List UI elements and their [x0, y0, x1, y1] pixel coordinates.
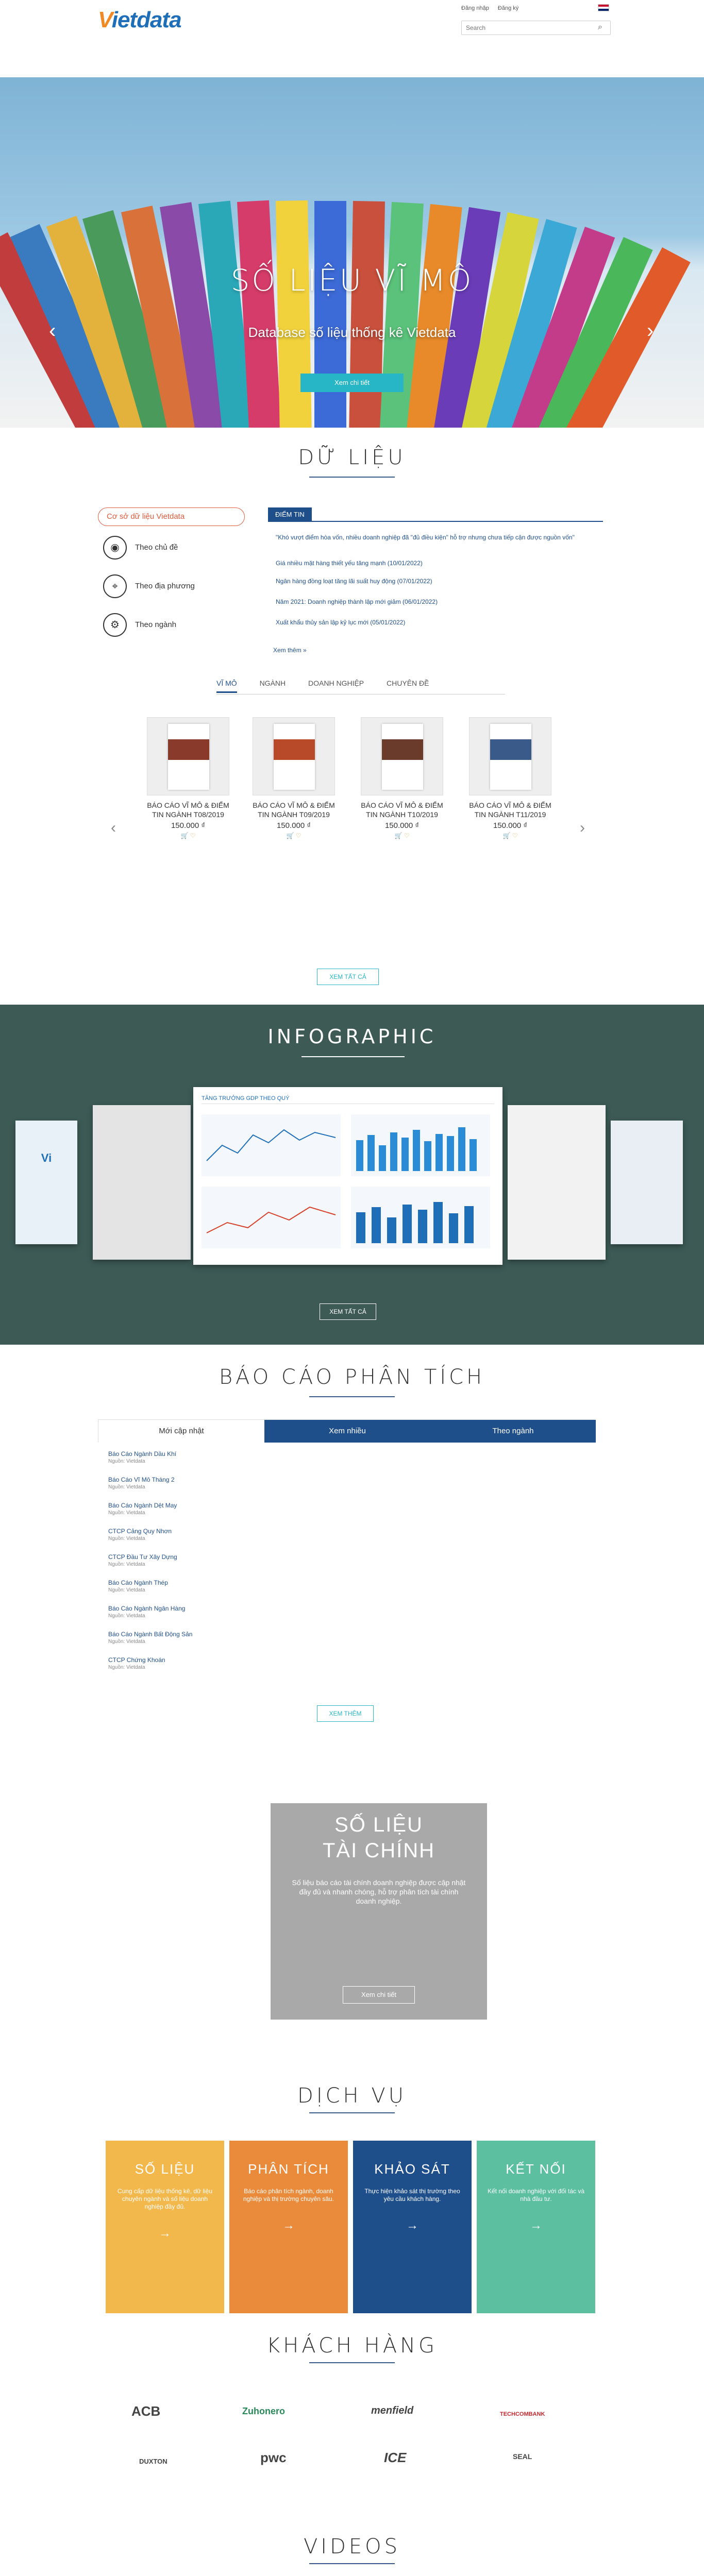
news-item[interactable]: Giá nhiều mặt hàng thiết yếu tăng mạnh (10/01/2022)	[276, 560, 423, 567]
login-link[interactable]: Đăng nhập	[461, 5, 489, 11]
arrow-right-icon: →	[406, 2218, 418, 2232]
tab-nganh[interactable]: NGÀNH	[259, 679, 286, 687]
financial-title-1: SỐ LIỆU	[334, 1814, 423, 1836]
section-title-khach-hang: KHÁCH HÀNG	[266, 2334, 438, 2358]
report-card[interactable]: BÁO CÁO VĨ MÔ & ĐIỂM TIN NGÀNH T09/2019 150.000 ₫ 🛒 ♡	[253, 717, 335, 839]
infographic-thumb[interactable]	[611, 1121, 683, 1244]
logo[interactable]: Vietdata	[98, 7, 181, 32]
section-title-bao-cao: BÁO CÁO PHÂN TÍCH	[219, 1365, 485, 1389]
news-item[interactable]: Xuất khẩu thủy sản lập kỷ lục mới (05/01/2022)	[276, 619, 406, 626]
client-logo-duxton: DUXTON	[139, 2458, 167, 2465]
infographic-thumb[interactable]	[508, 1105, 606, 1260]
carousel-next-icon[interactable]: ›	[580, 819, 585, 836]
location-pin-icon: ⌖	[103, 574, 127, 598]
tab-chuyen-de[interactable]: CHUYÊN ĐỀ	[387, 679, 429, 687]
hero-slider	[0, 77, 704, 428]
hero-detail-button[interactable]: Xem chi tiết	[300, 374, 404, 392]
section-title-videos: VIDEOS	[303, 2535, 401, 2558]
hero-prev-arrow-icon[interactable]: ‹	[49, 319, 56, 342]
carousel-prev-icon[interactable]: ‹	[111, 819, 116, 836]
language-flag-icon[interactable]	[598, 4, 609, 11]
infographic-charts	[202, 1104, 494, 1259]
news-item[interactable]: "Khó vượt điểm hòa vốn, nhiều doanh nghiệp đã "đủ điều kiện" hỗ trợ nhưng chưa tiếp cận được nguồn vốn"	[276, 534, 575, 541]
section-title-dich-vu: DỊCH VỤ	[297, 2084, 407, 2108]
client-logo-menfield: menfield	[371, 2405, 414, 2416]
hero-subtitle: Database số liệu thống kê Vietdata	[248, 325, 456, 340]
report-list-item[interactable]: Báo Cáo Ngành Dệt May Nguồn: Vietdata	[108, 1502, 177, 1516]
financial-desc: Số liệu báo cáo tài chính doanh nghiệp được cập nhật đầy đủ và nhanh chóng, hỗ trợ phân tích tài chính doanh nghiệp.	[292, 1878, 466, 1905]
database-tab[interactable]: Cơ sở dữ liệu Vietdata	[98, 507, 245, 526]
report-tabs	[98, 1419, 595, 1442]
client-logo-techcombank: TECHCOMBANK	[500, 2411, 545, 2417]
arrow-right-icon: →	[282, 2218, 295, 2232]
report-list-item[interactable]: Báo Cáo Ngành Thép Nguồn: Vietdata	[108, 1579, 168, 1593]
news-header: ĐIỂM TIN	[268, 507, 603, 522]
cart-icon[interactable]: 🛒 ♡	[180, 832, 196, 839]
report-card[interactable]: BÁO CÁO VĨ MÔ & ĐIỂM TIN NGÀNH T11/2019 150.000 ₫ 🛒 ♡	[469, 717, 551, 839]
tab-theo-nganh[interactable]: Theo ngành	[430, 1420, 596, 1443]
arrow-right-icon: →	[530, 2218, 542, 2232]
tab-moi-cap-nhat[interactable]: Mới cập nhật	[98, 1420, 264, 1443]
infographic-main-card[interactable]: TĂNG TRƯỞNG GDP THEO QUÝ	[193, 1087, 502, 1265]
report-list-item[interactable]: CTCP Cảng Quy Nhơn Nguồn: Vietdata	[108, 1528, 172, 1541]
report-cover	[469, 717, 551, 795]
report-cover	[253, 717, 335, 795]
divider	[309, 2563, 395, 2564]
divider	[309, 1396, 395, 1397]
infographic-thumb[interactable]	[93, 1105, 191, 1260]
infographic-view-all-button[interactable]: XEM TẤT CẢ	[320, 1303, 376, 1320]
service-card-phan-tich[interactable]: PHÂN TÍCH Báo cáo phân tích ngành, doanh nghiệp và thị trường chuyên sâu. →	[229, 2141, 348, 2313]
client-logo-zuhonero: Zuhonero	[242, 2406, 285, 2416]
financial-data-box	[271, 1803, 487, 2020]
service-card-khao-sat[interactable]: KHẢO SÁT Thực hiện khảo sát thị trường theo yêu cầu khách hàng. →	[353, 2141, 472, 2313]
report-card[interactable]: BÁO CÁO VĨ MÔ & ĐIỂM TIN NGÀNH T08/2019 150.000 ₫ 🛒 ♡	[147, 717, 229, 839]
report-cover	[147, 717, 229, 795]
hero-next-arrow-icon[interactable]: ›	[647, 319, 654, 342]
divider	[309, 2362, 395, 2363]
divider	[309, 2112, 395, 2113]
industry-icon: ⚙	[103, 613, 127, 637]
report-list-item[interactable]: Báo Cáo Ngành Dầu Khí Nguồn: Vietdata	[108, 1450, 177, 1464]
section-title-du-lieu: DỮ LIỆU	[298, 446, 406, 469]
hero-title: SỐ LIỆU VĨ MÔ	[230, 263, 474, 298]
cart-icon[interactable]: 🛒 ♡	[286, 832, 301, 839]
data-tabs	[216, 679, 505, 694]
view-all-button[interactable]: XEM TẤT CẢ	[317, 969, 379, 985]
topic-icon: ◉	[103, 536, 127, 560]
top-links	[461, 5, 526, 11]
client-logo-acb: ACB	[131, 2403, 161, 2419]
report-list-item[interactable]: CTCP Đầu Tư Xây Dựng Nguồn: Vietdata	[108, 1553, 177, 1567]
category-by-topic[interactable]: ◉ Theo chủ đề	[103, 536, 178, 560]
news-more-link[interactable]: Xem thêm »	[273, 647, 307, 654]
client-logo-seal: SEAL	[513, 2452, 532, 2461]
divider	[301, 1056, 405, 1057]
infographic-thumb[interactable]: Vi	[15, 1121, 77, 1244]
financial-title-2: TÀI CHÍNH	[323, 1839, 435, 1862]
report-list-item[interactable]: Báo Cáo Vĩ Mô Tháng 2 Nguồn: Vietdata	[108, 1476, 175, 1490]
report-list-item[interactable]: Báo Cáo Ngành Bất Động Sản Nguồn: Vietdata	[108, 1631, 193, 1645]
section-title-infographic: INFOGRAPHIC	[267, 1025, 437, 1048]
tab-xem-nhieu[interactable]: Xem nhiều	[264, 1420, 430, 1443]
financial-detail-button[interactable]: Xem chi tiết	[343, 1986, 415, 2004]
service-card-so-lieu[interactable]: SỐ LIỆU Cung cấp dữ liệu thống kê, dữ liệu chuyên ngành và số liệu doanh nghiệp đầy đủ. →	[106, 2141, 224, 2313]
header	[0, 0, 704, 77]
arrow-right-icon: →	[159, 2226, 171, 2240]
tab-vi-mo[interactable]: VĨ MÔ	[216, 679, 237, 693]
report-card[interactable]: BÁO CÁO VĨ MÔ & ĐIỂM TIN NGÀNH T10/2019 150.000 ₫ 🛒 ♡	[361, 717, 443, 839]
register-link[interactable]: Đăng ký	[497, 5, 519, 11]
search-input[interactable]	[461, 21, 611, 35]
report-more-button[interactable]: XEM THÊM	[317, 1705, 374, 1722]
report-list-item[interactable]: Báo Cáo Ngành Ngân Hàng Nguồn: Vietdata	[108, 1605, 186, 1619]
news-item[interactable]: Năm 2021: Doanh nghiệp thành lập mới giảm (06/01/2022)	[276, 598, 438, 605]
client-logo-pwc: pwc	[260, 2450, 287, 2465]
report-list-item[interactable]: CTCP Chứng Khoán Nguồn: Vietdata	[108, 1656, 165, 1670]
divider	[309, 477, 395, 478]
cart-icon[interactable]: 🛒 ♡	[394, 832, 410, 839]
report-cover	[361, 717, 443, 795]
search-icon[interactable]: ⌕	[598, 23, 602, 31]
cart-icon[interactable]: 🛒 ♡	[502, 832, 518, 839]
category-by-location[interactable]: ⌖ Theo địa phương	[103, 574, 195, 598]
category-by-industry[interactable]: ⚙ Theo ngành	[103, 613, 176, 637]
infographic-section	[0, 1005, 704, 1345]
news-item[interactable]: Ngân hàng đồng loạt tăng lãi suất huy động (07/01/2022)	[276, 578, 432, 585]
service-card-ket-noi[interactable]: KẾT NỐI Kết nối doanh nghiệp với đối tác và nhà đầu tư. →	[477, 2141, 595, 2313]
client-logo-ice: ICE	[384, 2450, 407, 2465]
tab-doanh-nghiep[interactable]: DOANH NGHIỆP	[308, 679, 364, 687]
